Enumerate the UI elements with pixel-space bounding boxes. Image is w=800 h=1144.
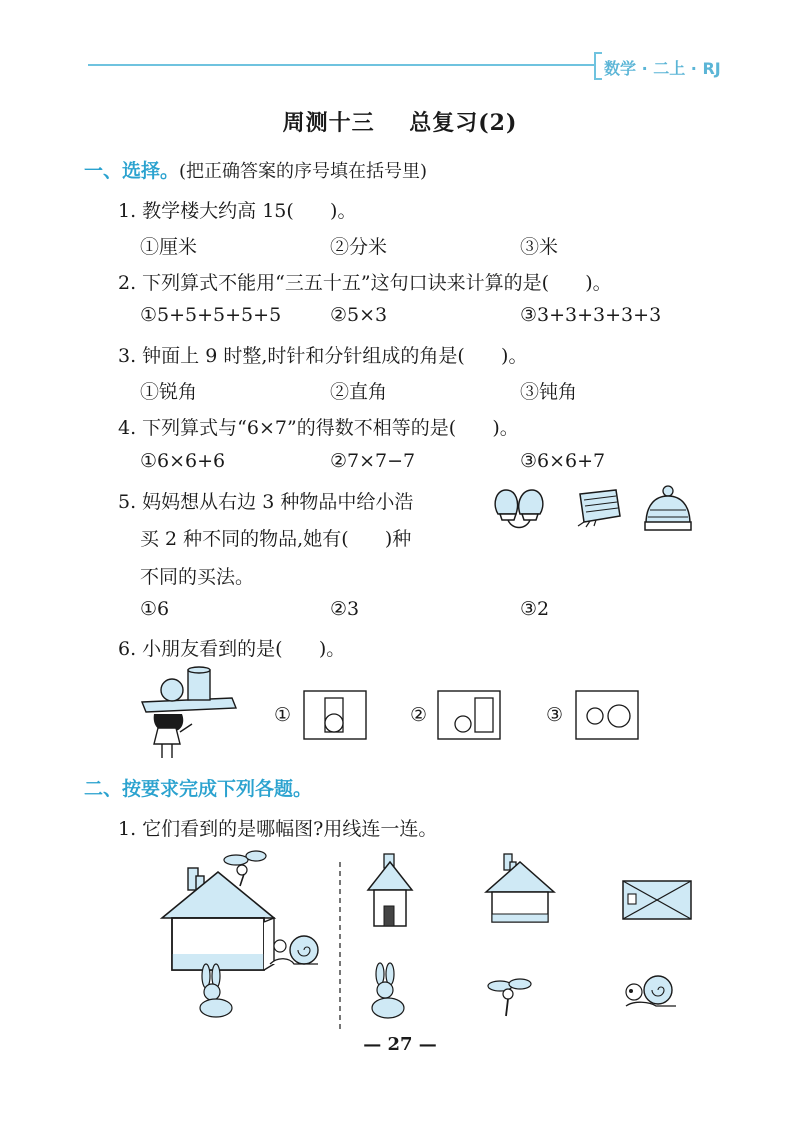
question-5-line-3: 不同的买法。 [140,566,255,588]
house-scene-illustration [158,846,330,1018]
question-6: 6. 小朋友看到的是( )。 [118,638,346,660]
scarf-icon [570,486,626,530]
header-tab-mark [594,52,602,80]
page-number: — 27 — [363,1034,437,1055]
q3-option-1: ①锐角 [140,381,198,403]
q3-option-2: ②直角 [330,381,388,403]
section-1-heading [84,156,427,183]
rabbit-icon [366,962,410,1020]
q4-option-2: ②7×7−7 [330,450,416,472]
section-1-label: 一、选择。 [84,160,180,182]
q4-option-1: ①6×6+6 [140,450,226,472]
question-4: 4. 下列算式与“6×7”的得数不相等的是( )。 [118,417,519,439]
q2-option-1: ①5+5+5+5+5 [140,304,282,326]
header-rule [88,64,594,66]
q1-option-1: ①厘米 [140,236,198,258]
question-2: 2. 下列算式不能用“三五十五”这句口诀来计算的是( )。 [118,272,612,294]
question-1: 1. 教学楼大约高 15( )。 [118,200,357,222]
q5-option-3: ③2 [520,598,550,620]
section-2-label: 二、按要求完成下列各题。 [84,778,313,800]
header-subject: 数学 · 二上 · RJ [604,59,721,78]
section-1-note: (把正确答案的序号填在括号里) [179,161,428,182]
q5-option-2: ②3 [330,598,360,620]
q1-option-2: ②分米 [330,236,388,258]
knit-hat-icon [640,484,696,534]
q5-option-1: ①6 [140,598,170,620]
dashed-divider [338,862,342,1032]
q6-option-2: ② [410,704,428,726]
snail-icon [620,970,680,1018]
question-5-line-2: 买 2 种不同的物品,她有( )种 [140,528,412,550]
page-title: 周测十三 总复习(2) [282,110,518,136]
q6-option-1: ① [274,704,292,726]
question-5-line-1: 5. 妈妈想从右边 3 种物品中给小浩 [118,491,414,513]
house-front-view-figure [484,852,556,930]
q3-option-3: ③钝角 [520,381,578,403]
q6-view-3-figure [575,690,639,740]
q4-option-3: ③6×6+7 [520,450,606,472]
house-top-view-figure [622,880,692,920]
dragonfly-icon [486,974,534,1018]
girl-viewing-objects-illustration [136,664,242,764]
q1-option-3: ③米 [520,236,559,258]
gloves-icon [490,484,550,532]
house-side-view-figure [364,852,416,930]
q6-view-2-figure [437,690,501,740]
question-3: 3. 钟面上 9 时整,时针和分针组成的角是( )。 [118,345,528,367]
q2-option-2: ②5×3 [330,304,388,326]
q6-view-1-figure [303,690,367,740]
q2-option-3: ③3+3+3+3+3 [520,304,662,326]
q6-option-3: ③ [546,704,564,726]
section-2-question-1: 1. 它们看到的是哪幅图?用线连一连。 [118,818,438,840]
